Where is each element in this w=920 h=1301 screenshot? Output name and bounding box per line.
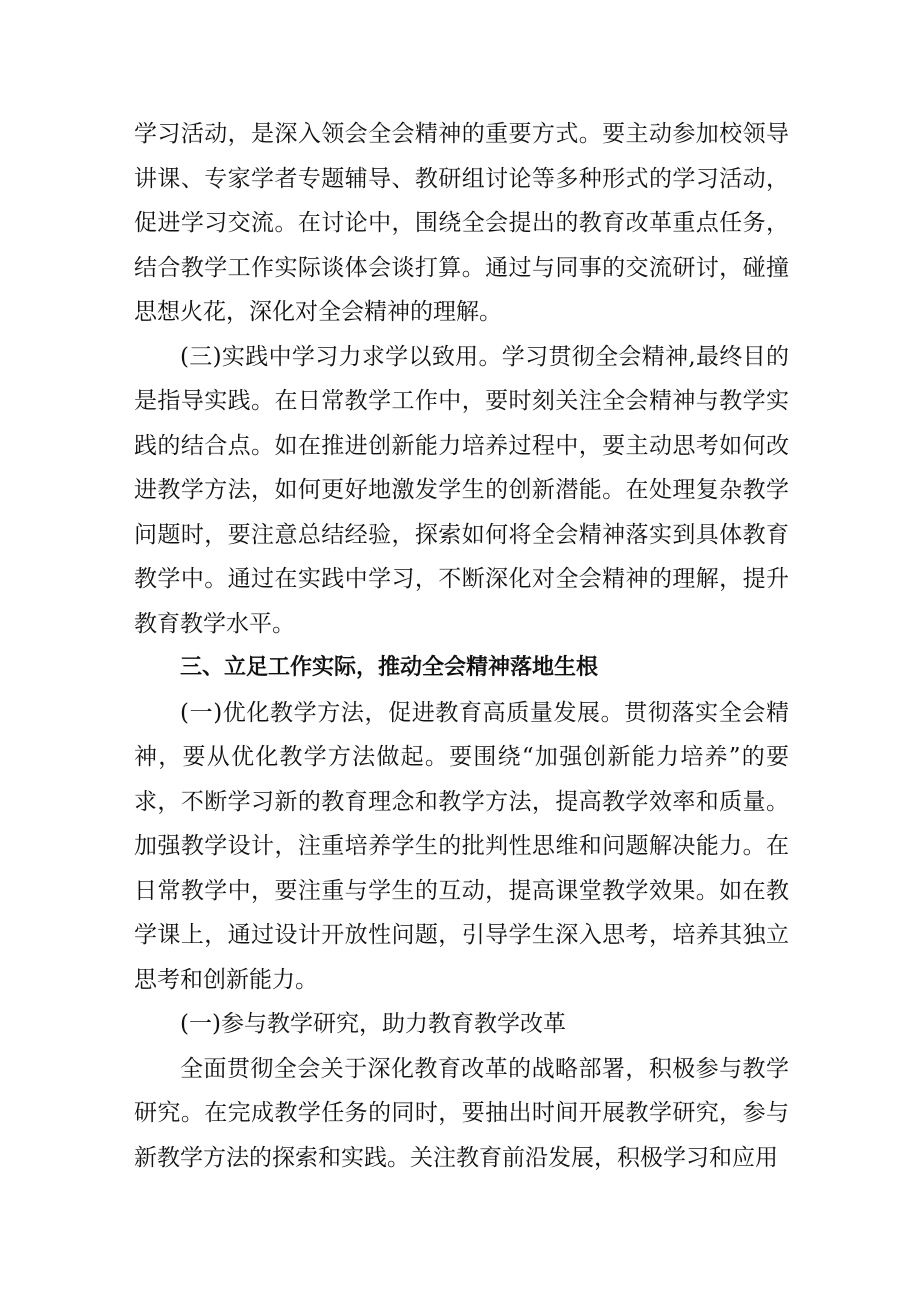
paragraph-practice-learning: (三)实践中学习力求学以致用。学习贯彻全会精神,最终目的是指导实践。在日常教学工作中，要时刻关注全会精神与教学实践的结合点。如在推进创新能力培养过程中，要主动思考如何改进教学方法，如何更好地激发学生的创新潜能。在处理复杂教学问题时，要注意总结经验，探索如何将全会精神落实到具体教育教学中。通过在实践中学习，不断深化对全会精神的理解，提升教育教学水平。 [134, 343, 789, 637]
paragraph-optimize-teaching: (一)优化教学方法，促进教育高质量发展。贯彻落实全会精神，要从优化教学方法做起。要围绕“加强创新能力培养”的要求，不断学习新的教育理念和教学方法，提高教学效率和质量。加强教学设计，注重培养学生的批判性思维和问题解决能力。在日常教学中，要注重与学生的互动，提高课堂教学效果。如在教学课上，通过设计开放性问题，引导学生深入思考，培养其独立思考和创新能力。 [134, 699, 789, 993]
document-body [134, 112, 789, 1180]
paragraph-learning-activities: 学习活动，是深入领会全会精神的重要方式。要主动参加校领导讲课、专家学者专题辅导、教研组讨论等多种形式的学习活动，促进学习交流。在讨论中，围绕全会提出的教育改革重点任务，结合教学工作实际谈体会谈打算。通过与同事的交流研讨，碰撞思想火花，深化对全会精神的理解。 [134, 121, 789, 325]
section-heading-three: 三、立足工作实际，推动全会精神落地生根 [180, 655, 599, 680]
subheading-teaching-research: (一)参与教学研究，助力教育教学改革 [180, 1011, 566, 1037]
paragraph-teaching-research: 全面贯彻全会关于深化教育改革的战略部署，积极参与教学研究。在完成教学任务的同时，要抽出时间开展教学研究，参与新教学方法的探索和实践。关注教育前沿发展，积极学习和应用 [134, 1055, 789, 1171]
